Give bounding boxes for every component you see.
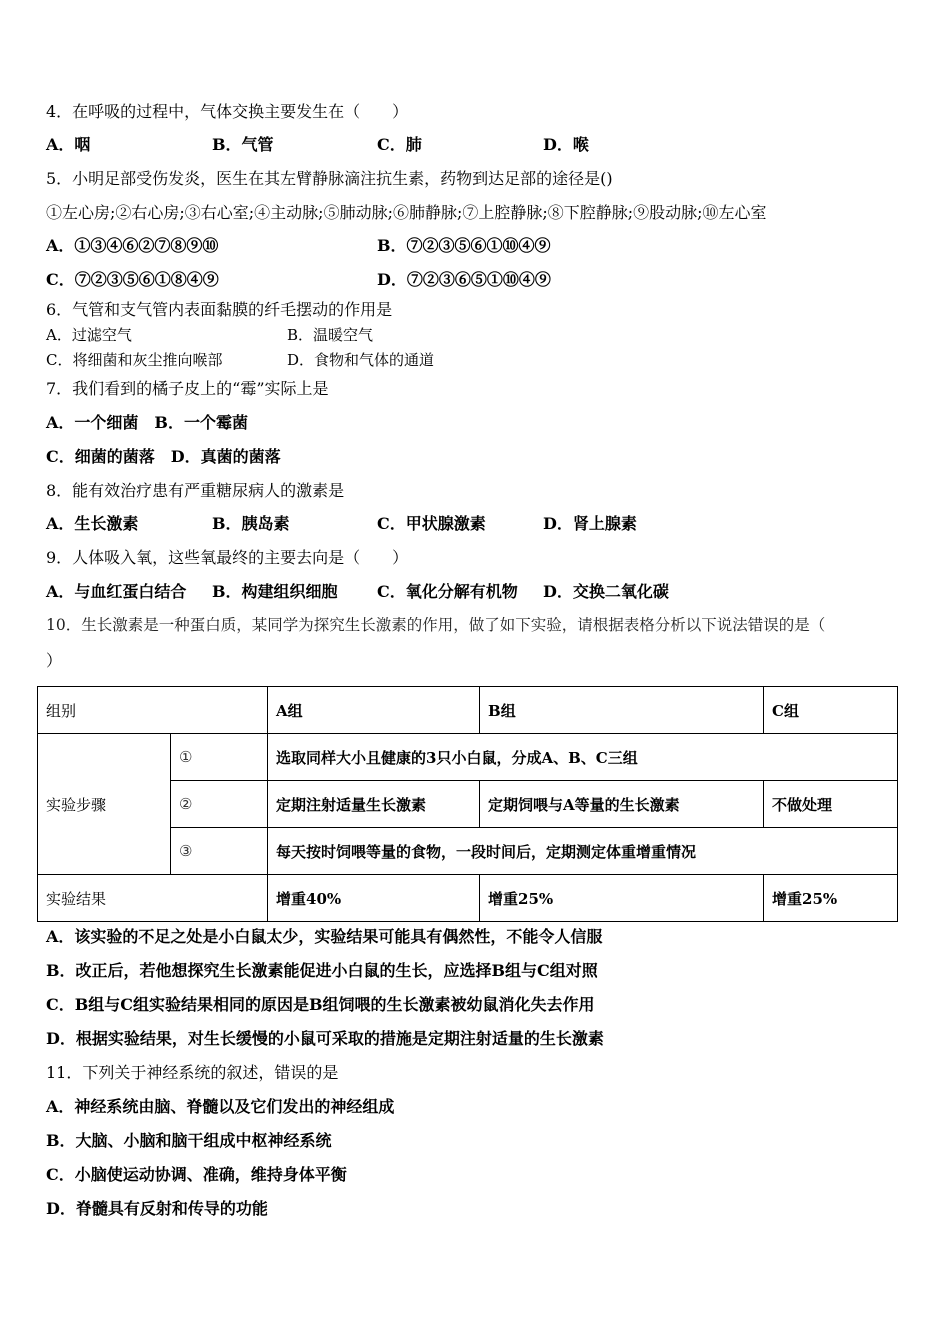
- q5-stem: 5．小明足部受伤发炎，医生在其左臂静脉滴注抗生素，药物到达足部的途径是(): [46, 169, 613, 188]
- table-row: [38, 875, 898, 922]
- q10-option-d: D．根据实验结果，对生长缓慢的小鼠可采取的措施是定期注射适量的生长激素: [46, 1029, 604, 1048]
- q9-stem: 9．人体吸入氧，这些氧最终的主要去向是（ ）: [46, 548, 409, 567]
- q8-option-a: A．生长激素: [46, 514, 139, 533]
- q9-option-a: A．与血红蛋白结合: [46, 582, 187, 601]
- step-2-group-b: 定期饲喂与A等量的生长激素: [480, 781, 764, 828]
- q10-option-c: C．B组与C组实验结果相同的原因是B组饲喂的生长激素被幼鼠消化失去作用: [46, 995, 595, 1014]
- q10-option-b: B．改正后，若他想探究生长激素能促进小白鼠的生长，应选择B组与C组对照: [46, 961, 598, 980]
- q7-stem: 7．我们看到的橘子皮上的“霉”实际上是: [46, 379, 329, 398]
- q8-option-d: D．肾上腺素: [543, 514, 637, 533]
- q4-option-c: C．肺: [377, 135, 422, 154]
- header-group-b: B组: [480, 687, 764, 734]
- q5-list: ①左心房;②右心房;③右心室;④主动脉;⑤肺动脉;⑥肺静脉;⑦上腔静脉;⑧下腔静脉;⑨股动脉;⑩左心室: [46, 203, 767, 222]
- q4-option-a: A．咽: [46, 135, 91, 154]
- q8-option-b: B．胰岛素: [212, 514, 290, 533]
- q5-option-d: D．⑦②③⑥⑤①⑩④⑨: [377, 270, 551, 289]
- q11-stem: 11．下列关于神经系统的叙述，错误的是: [46, 1063, 339, 1082]
- q5-option-c: C．⑦②③⑤⑥①⑧④⑨: [46, 270, 219, 289]
- step-1-text: 选取同样大小且健康的3只小白鼠，分成A、B、C三组: [268, 734, 898, 781]
- q11-option-d: D．脊髓具有反射和传导的功能: [46, 1199, 268, 1218]
- q6-option-d: D．食物和气体的通道: [287, 351, 435, 369]
- q7-options-cd: C．细菌的菌落 D．真菌的菌落: [46, 447, 281, 466]
- step-3-number: ③: [171, 828, 268, 875]
- header-group-c: C组: [764, 687, 898, 734]
- q6-option-c: C．将细菌和灰尘推向喉部: [46, 351, 223, 369]
- q8-stem: 8．能有效治疗患有严重糖尿病人的激素是: [46, 481, 345, 500]
- q9-option-c: C．氧化分解有机物: [377, 582, 518, 601]
- q9-option-b: B．构建组织细胞: [212, 582, 338, 601]
- step-3-text: 每天按时饲喂等量的食物，一段时间后，定期测定体重增重情况: [268, 828, 898, 875]
- header-group: 组别: [38, 687, 268, 734]
- q5-option-b: B．⑦②③⑤⑥①⑩④⑨: [377, 236, 551, 255]
- steps-label: 实验步骤: [38, 734, 171, 875]
- result-label: 实验结果: [38, 875, 268, 922]
- q5-option-a: A．①③④⑥②⑦⑧⑨⑩: [46, 236, 219, 255]
- q4-stem: 4．在呼吸的过程中，气体交换主要发生在（ ）: [46, 102, 409, 121]
- result-group-a: 增重40%: [268, 875, 480, 922]
- header-group-a: A组: [268, 687, 480, 734]
- result-group-c: 增重25%: [764, 875, 898, 922]
- q9-option-d: D．交换二氧化碳: [543, 582, 669, 601]
- q10-stem: 10．生长激素是一种蛋白质，某同学为探究生长激素的作用，做了如下实验，请根据表格分析以下说法错误的是（: [46, 616, 826, 634]
- experiment-table: [37, 686, 898, 922]
- step-2-number: ②: [171, 781, 268, 828]
- q4-option-b: B．气管: [212, 135, 274, 154]
- q10-stem-end: ）: [46, 651, 63, 670]
- step-2-group-a: 定期注射适量生长激素: [268, 781, 480, 828]
- q8-option-c: C．甲状腺激素: [377, 514, 486, 533]
- q6-option-a: A．过滤空气: [46, 326, 132, 344]
- step-1-number: ①: [171, 734, 268, 781]
- q6-option-b: B．温暖空气: [287, 326, 374, 344]
- q10-option-a: A．该实验的不足之处是小白鼠太少，实验结果可能具有偶然性，不能令人信服: [46, 927, 603, 946]
- q11-option-a: A．神经系统由脑、脊髓以及它们发出的神经组成: [46, 1097, 395, 1116]
- result-group-b: 增重25%: [480, 875, 764, 922]
- q6-stem: 6．气管和支气管内表面黏膜的纤毛摆动的作用是: [46, 300, 393, 319]
- q11-option-b: B．大脑、小脑和脑干组成中枢神经系统: [46, 1131, 332, 1150]
- q7-options-ab: A．一个细菌 B．一个霉菌: [46, 413, 248, 432]
- q4-option-d: D．喉: [543, 135, 589, 154]
- q11-option-c: C．小脑使运动协调、准确，维持身体平衡: [46, 1165, 347, 1184]
- table-row: [38, 734, 898, 781]
- step-2-group-c: 不做处理: [764, 781, 898, 828]
- table-row: [38, 687, 898, 734]
